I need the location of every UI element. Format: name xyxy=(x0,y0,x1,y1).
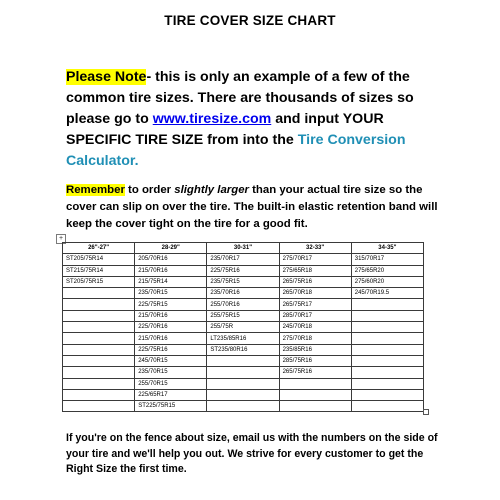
table-cell xyxy=(207,389,279,400)
table-cell xyxy=(351,367,423,378)
column-header: 26"-27" xyxy=(63,243,135,254)
table-row xyxy=(63,310,424,321)
please-note-label: Please Note xyxy=(66,69,147,85)
table-cell xyxy=(351,378,423,389)
table-cell: 245/70R19.5 xyxy=(351,288,423,299)
table-cell xyxy=(63,310,135,321)
table-row xyxy=(63,401,424,412)
table-header-row xyxy=(63,243,424,254)
table-cell xyxy=(351,299,423,310)
table-cell: 235/70R15 xyxy=(135,288,207,299)
tire-conversion-calculator-text: Tire Conversion Calculator. xyxy=(66,132,406,169)
table-cell xyxy=(207,378,279,389)
table-cell xyxy=(63,333,135,344)
table-cell xyxy=(63,355,135,366)
table-cell: 225/65R17 xyxy=(135,389,207,400)
table-row xyxy=(63,389,424,400)
table-cell: 225/75R16 xyxy=(135,344,207,355)
table-cell xyxy=(63,401,135,412)
table-cell: 275/70R17 xyxy=(279,254,351,265)
table-cell: 235/70R16 xyxy=(207,288,279,299)
column-header: 34-35" xyxy=(351,243,423,254)
table-row xyxy=(63,265,424,276)
table-cell: 235/70R15 xyxy=(135,367,207,378)
please-note-text-1: - this is only an example of a few of the common tire sizes. There are thousands of sizes so please go to xyxy=(66,69,414,127)
table-cell: 255/75R xyxy=(207,322,279,333)
please-note-paragraph xyxy=(66,67,446,172)
table-cell xyxy=(207,355,279,366)
table-cell: ST205/75R15 xyxy=(63,276,135,287)
table-cell: 225/70R16 xyxy=(135,322,207,333)
table-cell: 275/65R20 xyxy=(351,265,423,276)
table-cell: 285/75R16 xyxy=(279,355,351,366)
table-cell: 285/70R17 xyxy=(279,310,351,321)
table-cell: 215/70R16 xyxy=(135,265,207,276)
table-row xyxy=(63,378,424,389)
table-cell: 315/70R17 xyxy=(351,254,423,265)
table-cell xyxy=(351,389,423,400)
remember-emphasis: slightly larger xyxy=(174,184,249,196)
remember-paragraph xyxy=(66,182,446,233)
table-cell: ST225/75R15 xyxy=(135,401,207,412)
table-cell: 245/70R18 xyxy=(279,322,351,333)
table-cell xyxy=(63,378,135,389)
table-cell xyxy=(63,389,135,400)
table-cell: 275/70R18 xyxy=(279,333,351,344)
table-cell: ST235/80R16 xyxy=(207,344,279,355)
table-row xyxy=(63,333,424,344)
table-cell xyxy=(63,344,135,355)
table-cell: 235/70R17 xyxy=(207,254,279,265)
table-cell: ST205/75R14 xyxy=(63,254,135,265)
table-cell xyxy=(63,299,135,310)
table-cell xyxy=(279,401,351,412)
table-cell xyxy=(351,344,423,355)
table-body xyxy=(63,254,424,412)
footer-paragraph: If you're on the fence about size, email us with the numbers on the side of your tire and we'll help you out. We strive for every customer to get the Right Size the first time. xyxy=(66,432,438,475)
please-note-text-2: and input YOUR SPECIFIC TIRE SIZE from into the xyxy=(66,111,384,148)
tiresize-link[interactable]: www.tiresize.com xyxy=(152,111,272,127)
table-cell xyxy=(351,355,423,366)
table-cell xyxy=(351,322,423,333)
table-cell: 215/75R14 xyxy=(135,276,207,287)
table-cell: 255/70R16 xyxy=(207,299,279,310)
table-cell: 225/75R15 xyxy=(135,299,207,310)
table-cell: ST215/75R14 xyxy=(63,265,135,276)
column-header: 28-29" xyxy=(135,243,207,254)
table-row xyxy=(63,355,424,366)
table-cell: 235/75R15 xyxy=(207,276,279,287)
remember-text-1: to order xyxy=(124,184,175,196)
table-cell: LT235/85R16 xyxy=(207,333,279,344)
table-row xyxy=(63,344,424,355)
table-cell xyxy=(351,310,423,321)
table-row xyxy=(63,254,424,265)
table-cell xyxy=(351,401,423,412)
table-cell: 265/75R16 xyxy=(279,367,351,378)
table-cell: 215/70R16 xyxy=(135,310,207,321)
table-cell xyxy=(63,367,135,378)
table-cell: 265/75R17 xyxy=(279,299,351,310)
table-cell: 265/70R18 xyxy=(279,288,351,299)
table-cell xyxy=(279,378,351,389)
table-row xyxy=(63,367,424,378)
table-cell xyxy=(351,333,423,344)
page-title: TIRE COVER SIZE CHART xyxy=(164,13,336,28)
table-move-handle-icon[interactable]: + xyxy=(56,234,66,244)
table-row xyxy=(63,322,424,333)
table-cell: 205/70R16 xyxy=(135,254,207,265)
table-resize-handle-icon[interactable] xyxy=(423,409,429,415)
table-cell xyxy=(279,389,351,400)
table-cell: 255/75R15 xyxy=(207,310,279,321)
table-cell: 235/85R16 xyxy=(279,344,351,355)
table-cell: 225/75R16 xyxy=(207,265,279,276)
table-cell: 275/60R20 xyxy=(351,276,423,287)
remember-label: Remember xyxy=(66,184,125,196)
table-cell xyxy=(207,401,279,412)
table-cell: 265/75R16 xyxy=(279,276,351,287)
table-cell xyxy=(63,288,135,299)
tire-size-table xyxy=(62,242,424,412)
column-header: 30-31" xyxy=(207,243,279,254)
table-row xyxy=(63,276,424,287)
table-cell: 255/70R15 xyxy=(135,378,207,389)
column-header: 32-33" xyxy=(279,243,351,254)
remember-text-2: than your actual tire size so the cover can slip on over the tire. The built-in elastic retention band will keep the cover tight on the tire for a good fit. xyxy=(66,184,438,230)
table-cell: 245/70R15 xyxy=(135,355,207,366)
table-cell xyxy=(207,367,279,378)
table-cell: 275/65R18 xyxy=(279,265,351,276)
table-cell: 215/70R16 xyxy=(135,333,207,344)
table-row xyxy=(63,288,424,299)
table-cell xyxy=(63,322,135,333)
table-row xyxy=(63,299,424,310)
